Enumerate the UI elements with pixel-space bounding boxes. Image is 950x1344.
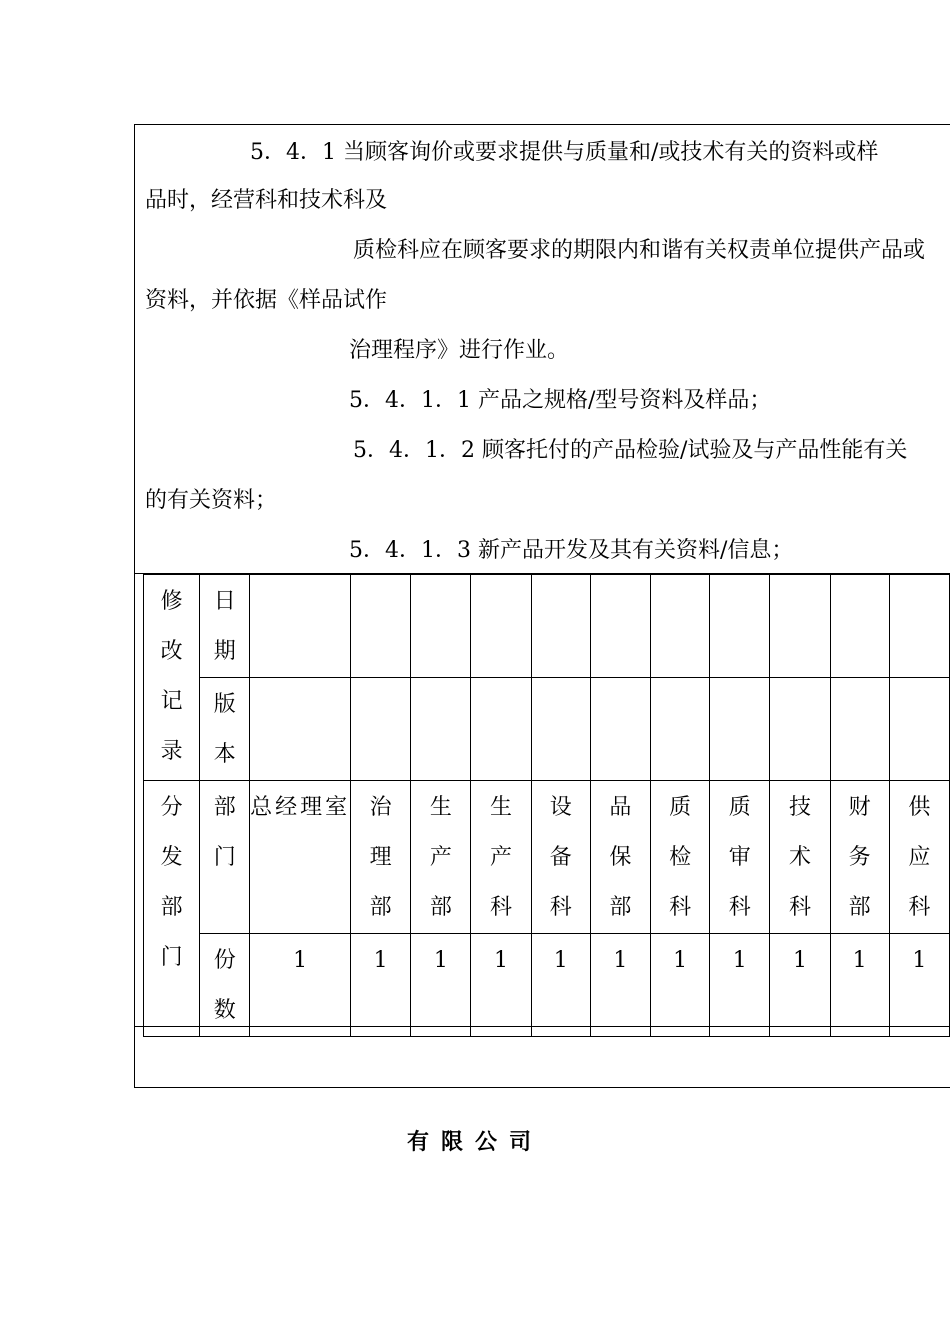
department-name: 生产科 (489, 795, 512, 920)
copies-cell (590, 934, 650, 1037)
date-label: 日期 (213, 589, 236, 664)
department-cell (770, 781, 830, 934)
table-cell (770, 575, 830, 678)
department-cell (411, 781, 471, 934)
version-label-cell (200, 678, 250, 781)
department-name: 设备科 (549, 795, 572, 920)
table-cell (351, 678, 411, 781)
table-cell (531, 575, 590, 678)
version-label: 版本 (213, 692, 236, 767)
table-cell (710, 678, 770, 781)
department-name: 治理部 (369, 795, 392, 920)
copies-value: 1 (433, 948, 448, 973)
revision-record-label-cell (144, 575, 200, 781)
copies-value: 1 (673, 948, 688, 973)
department-label-cell (200, 781, 250, 934)
table-row-copies (144, 934, 950, 1037)
table-cell (710, 575, 770, 678)
copies-cell (710, 934, 770, 1037)
department-cell (830, 781, 889, 934)
copies-value: 1 (792, 948, 807, 973)
table-cell (650, 575, 709, 678)
copies-value: 1 (373, 948, 388, 973)
copies-value: 1 (494, 948, 508, 973)
department-name: 品保部 (609, 795, 632, 920)
table-cell (351, 575, 411, 678)
copies-label-cell (200, 934, 250, 1037)
company-name: 有限公司 (406, 1130, 543, 1155)
clause-5-4-1-3: 5．4．1．3 新产品开发及其有关资料/信息； (349, 538, 794, 563)
revision-distribution-table (143, 574, 950, 1037)
department-name: 供应科 (908, 795, 931, 920)
copies-cell (830, 934, 889, 1037)
department-name: 质审科 (728, 795, 751, 920)
department-cell (351, 781, 411, 934)
table-cell (830, 678, 889, 781)
clause-5-4-1-2-line2: 的有关资料； (145, 488, 278, 513)
department-cell (531, 781, 590, 934)
clause-5-4-1-line2: 品时，经营科和技术科及 (145, 188, 388, 213)
date-label-cell (200, 575, 250, 678)
clause-5-4-1-line3: 质检科应在顾客要求的期限内和谐有关权责单位提供产品或 (353, 238, 926, 263)
department-name: 技术科 (788, 795, 811, 920)
clause-5-4-1-1: 5．4．1．1 产品之规格/型号资料及样品； (349, 388, 772, 413)
department-name: 质检科 (669, 795, 692, 920)
copies-cell (250, 934, 351, 1037)
table-cell (471, 678, 531, 781)
clause-5-4-1-line5: 治理程序》进行作业。 (349, 338, 570, 363)
department-name: 总经理室 (250, 795, 351, 820)
table-cell (590, 678, 650, 781)
table-cell (471, 575, 531, 678)
department-cell (650, 781, 709, 934)
table-row-departments (144, 781, 950, 934)
distribution-label: 分发部门 (160, 795, 183, 970)
department-cell (710, 781, 770, 934)
copies-value: 1 (912, 948, 927, 973)
table-cell (889, 575, 949, 678)
table-cell (411, 575, 471, 678)
clause-5-4-1-line4: 资料，并依据《样品试作 (145, 288, 388, 313)
table-row-version (144, 678, 950, 781)
distribution-label-cell (144, 781, 200, 1037)
copies-cell (351, 934, 411, 1037)
copies-value: 1 (293, 948, 308, 973)
copies-value: 1 (732, 948, 747, 973)
table-cell (250, 575, 351, 678)
copies-cell (650, 934, 709, 1037)
department-label: 部门 (213, 795, 236, 870)
copies-cell (411, 934, 471, 1037)
department-cell (471, 781, 531, 934)
table-cell (411, 678, 471, 781)
table-row-date (144, 575, 950, 678)
table-cell (830, 575, 889, 678)
copies-cell (471, 934, 531, 1037)
department-name: 财务部 (848, 795, 871, 920)
table-cell (590, 575, 650, 678)
department-cell (889, 781, 949, 934)
clause-5-4-1-2-line1: 5．4．1．2 顾客托付的产品检验/试验及与产品性能有关 (353, 438, 908, 463)
table-cell (250, 678, 351, 781)
table-cell (770, 678, 830, 781)
copies-cell (531, 934, 590, 1037)
department-cell (590, 781, 650, 934)
revision-record-label: 修改记录 (160, 589, 183, 764)
copies-value: 1 (852, 948, 867, 973)
copies-cell (770, 934, 830, 1037)
table-cell (650, 678, 709, 781)
table-cell (531, 678, 590, 781)
clause-5-4-1-line1: 5．4．1 当顾客询价或要求提供与质量和/或技术有关的资料或样 (250, 140, 879, 165)
department-name: 生产部 (429, 795, 452, 920)
copies-label: 份数 (213, 948, 236, 1023)
department-cell (250, 781, 351, 934)
copies-cell (889, 934, 949, 1037)
copies-value: 1 (613, 948, 628, 973)
bottom-strip-divider (134, 1026, 950, 1027)
table-cell (889, 678, 949, 781)
copies-value: 1 (553, 948, 568, 973)
